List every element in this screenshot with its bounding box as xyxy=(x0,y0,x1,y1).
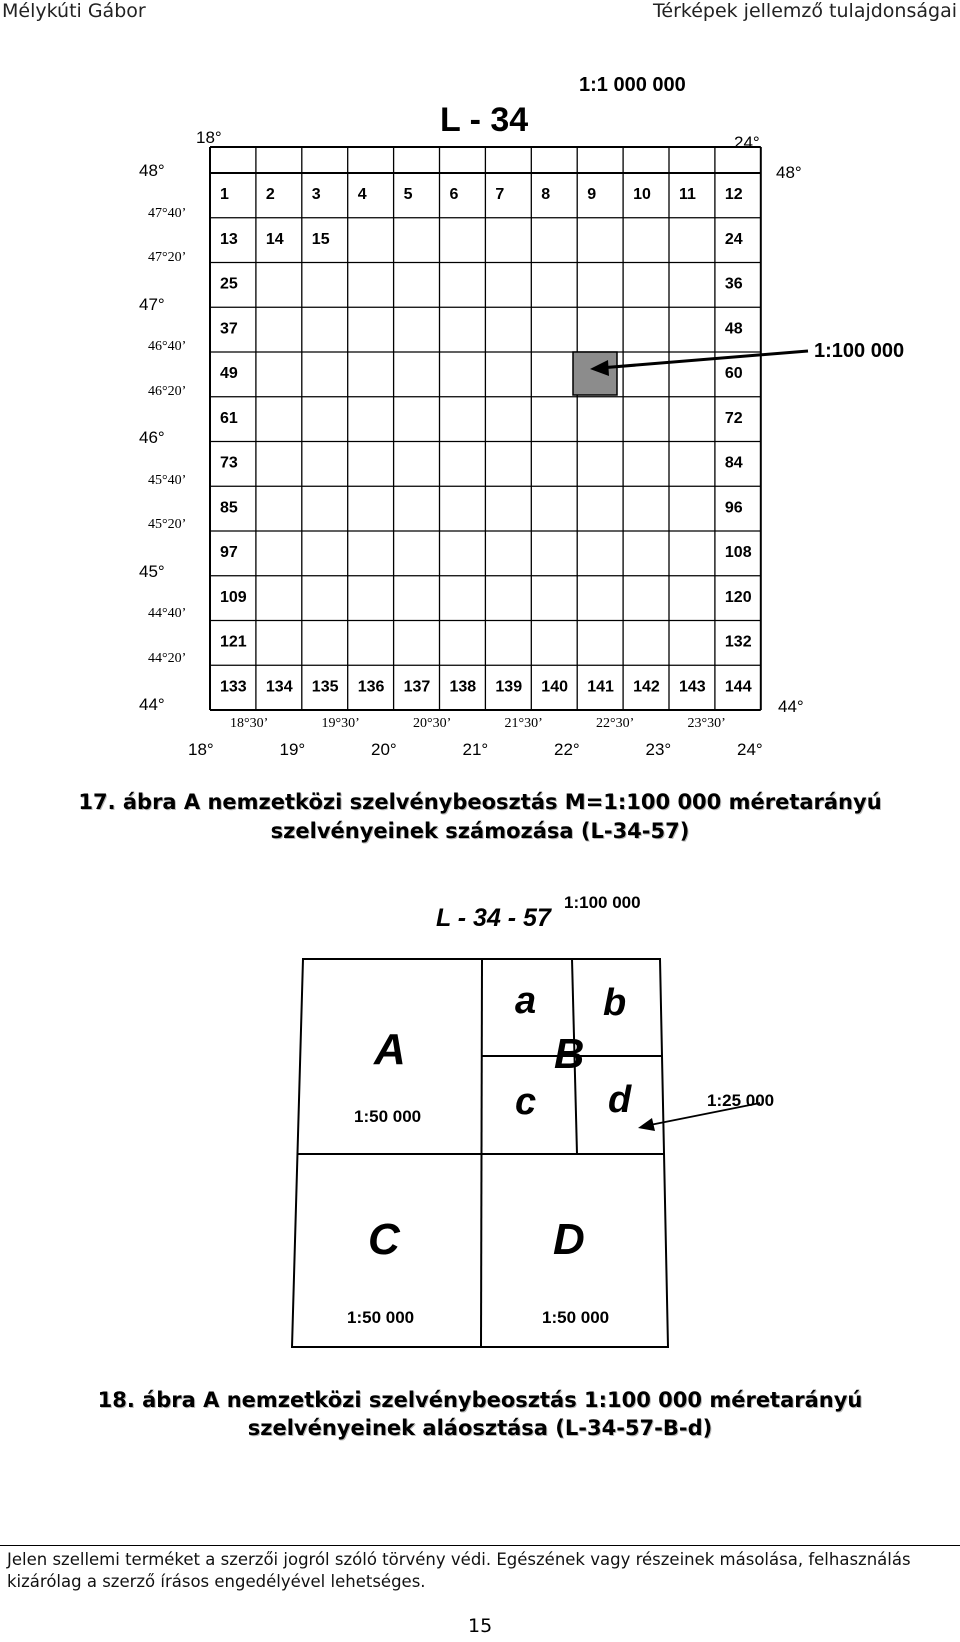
latitude-label: 47°20’ xyxy=(148,250,187,265)
fig17-scale-label: 1:1 000 000 xyxy=(579,74,686,96)
quadrant-C-letter: C xyxy=(368,1215,400,1264)
lat-right-top: 48° xyxy=(776,163,802,182)
fig18-scale-label: 1:100 000 xyxy=(564,893,641,912)
grid-cell-number: 138 xyxy=(449,678,477,696)
fig18-caption-line1: 18. ábra A nemzetközi szelvénybeosztás 1:100 000 méretarányú xyxy=(97,1388,863,1412)
footer-copyright-line2: kizárólag a szerző írásos engedélyével lehetséges. xyxy=(7,1572,426,1591)
latitude-label: 44°40’ xyxy=(148,606,187,621)
sub-quadrant-b: b xyxy=(603,982,627,1024)
sub-quadrant-c: c xyxy=(515,1081,537,1123)
grid-cell-number: 10 xyxy=(633,186,651,203)
latitude-label: 47°40’ xyxy=(148,205,187,221)
grid-cell-number: 48 xyxy=(724,320,743,338)
grid-cell-number: 8 xyxy=(541,186,551,203)
longitude-full-label: 24° xyxy=(737,740,763,759)
sub-scale-label: 1:25 000 xyxy=(707,1091,775,1110)
grid-cell-number: 139 xyxy=(495,678,523,696)
latitude-label: 46° xyxy=(139,428,165,447)
grid-cell-number: 143 xyxy=(679,678,706,696)
longitude-full-label: 18° xyxy=(188,740,214,759)
longitude-half-label: 19°30’ xyxy=(321,716,360,731)
grid-cell-number: 9 xyxy=(587,186,597,203)
grid-cell-number: 3 xyxy=(311,186,321,203)
grid-cell-number: 84 xyxy=(724,454,743,472)
longitude-full-label: 22° xyxy=(554,740,580,759)
grid-cell-number: 96 xyxy=(724,499,743,517)
header-title: Térképek jellemző tulajdonságai xyxy=(653,0,957,22)
fig18-caption-line2: szelvényeinek aláosztása (L-34-57-B-d) xyxy=(247,1416,713,1440)
grid-cell-number: 144 xyxy=(724,678,752,696)
grid-cell-number: 73 xyxy=(220,454,238,472)
sub-quadrant-d: d xyxy=(608,1079,632,1121)
fig17-sheet-title: L - 34 xyxy=(440,101,529,139)
grid-cell-number: 2 xyxy=(265,186,275,203)
grid-cell-number: 121 xyxy=(220,633,247,651)
quadrant-B-letter: B xyxy=(554,1030,585,1077)
longitude-full-label: 23° xyxy=(645,740,672,759)
grid-cell-number: 97 xyxy=(220,544,238,561)
sub-quadrant-a: a xyxy=(515,980,537,1022)
latitude-label: 46°20’ xyxy=(148,383,187,399)
grid-cell-number: 72 xyxy=(724,409,743,427)
figure-18-subdivision xyxy=(0,880,960,1360)
lon-top-right: 24° xyxy=(734,133,760,152)
longitude-full-label: 20° xyxy=(371,740,397,759)
lon-top-left: 18° xyxy=(196,128,222,147)
latitude-label: 47° xyxy=(139,294,165,314)
grid-cell-number: 1 xyxy=(220,186,229,203)
grid-cell-number: 135 xyxy=(311,678,339,696)
latitude-label: 44° xyxy=(139,695,165,714)
grid-cell-number: 12 xyxy=(724,186,743,203)
grid-cell-number: 49 xyxy=(220,365,238,382)
latitude-label: 48° xyxy=(139,161,165,180)
latitude-label: 45° xyxy=(139,561,165,581)
grid-cell-number: 61 xyxy=(220,409,238,427)
longitude-half-label: 20°30’ xyxy=(413,716,452,731)
latitude-label: 44°20’ xyxy=(148,650,187,666)
longitude-half-label: 21°30’ xyxy=(504,716,543,731)
grid-cell-number: 37 xyxy=(220,320,238,338)
quadrant-C-scale: 1:50 000 xyxy=(347,1308,415,1327)
latitude-label: 46°40’ xyxy=(148,339,187,354)
fig17-caption-line1: 17. ábra A nemzetközi szelvénybeosztás M=1:100 000 méretarányú xyxy=(78,790,882,814)
lat-right-bottom: 44° xyxy=(778,697,804,716)
grid-cell-number: 120 xyxy=(724,588,752,606)
grid-cell-number: 133 xyxy=(220,678,247,696)
highlighted-cell xyxy=(573,352,617,395)
grid-cell-number: 24 xyxy=(724,230,743,248)
grid-cell-number: 11 xyxy=(679,186,696,203)
grid-cell-number: 142 xyxy=(633,678,660,696)
grid-cell-number: 85 xyxy=(220,499,238,517)
quadrant-A-scale: 1:50 000 xyxy=(354,1107,422,1126)
grid-cell-number: 5 xyxy=(403,186,413,203)
fig17-caption-line2: szelvényeinek számozása (L-34-57) xyxy=(270,819,690,843)
fig17-highlight-scale: 1:100 000 xyxy=(814,340,905,362)
grid-cell-number: 108 xyxy=(724,544,752,561)
grid-cell-number: 136 xyxy=(357,678,385,696)
longitude-half-label: 22°30’ xyxy=(596,716,635,731)
grid-cell-number: 7 xyxy=(495,186,505,203)
grid-cell-number: 13 xyxy=(220,230,238,248)
longitude-half-label: 18°30’ xyxy=(230,716,269,731)
latitude-label: 45°20’ xyxy=(148,517,187,532)
footer-divider xyxy=(0,1545,960,1546)
grid-cell-number: 36 xyxy=(724,275,743,293)
grid-cell-number: 137 xyxy=(403,678,431,696)
grid-cell-number: 109 xyxy=(220,588,247,606)
quadrant-D-scale: 1:50 000 xyxy=(542,1308,610,1327)
grid-lines xyxy=(210,147,761,710)
page-number: 15 xyxy=(468,1615,493,1637)
grid-cell-number: 15 xyxy=(311,230,330,248)
footer-copyright-line1: Jelen szellemi terméket a szerzői jogról szóló törvény védi. Egészének vagy részeinek másolása, felhasználás xyxy=(7,1550,911,1569)
quadrant-D-letter: D xyxy=(553,1215,585,1264)
longitude-full-label: 19° xyxy=(279,740,306,759)
grid-cell-number: 140 xyxy=(541,678,569,696)
longitude-half-label: 23°30’ xyxy=(687,716,726,731)
grid-cell-number: 132 xyxy=(724,633,752,651)
grid-cell-number: 60 xyxy=(724,365,743,382)
grid-cell-number: 14 xyxy=(265,230,284,248)
grid-cell-number: 6 xyxy=(449,186,459,203)
quadrant-A-letter: A xyxy=(374,1025,406,1074)
longitude-full-label: 21° xyxy=(462,740,489,759)
header-author: Mélykúti Gábor xyxy=(2,0,146,22)
grid-cell-number: 25 xyxy=(220,275,238,293)
fig18-sheet-title: L - 34 - 57 xyxy=(436,904,551,932)
grid-cell-number: 134 xyxy=(265,678,293,696)
grid-cell-number: 141 xyxy=(587,678,614,696)
grid-cell-number: 4 xyxy=(357,186,367,203)
latitude-label: 45°40’ xyxy=(148,472,187,488)
